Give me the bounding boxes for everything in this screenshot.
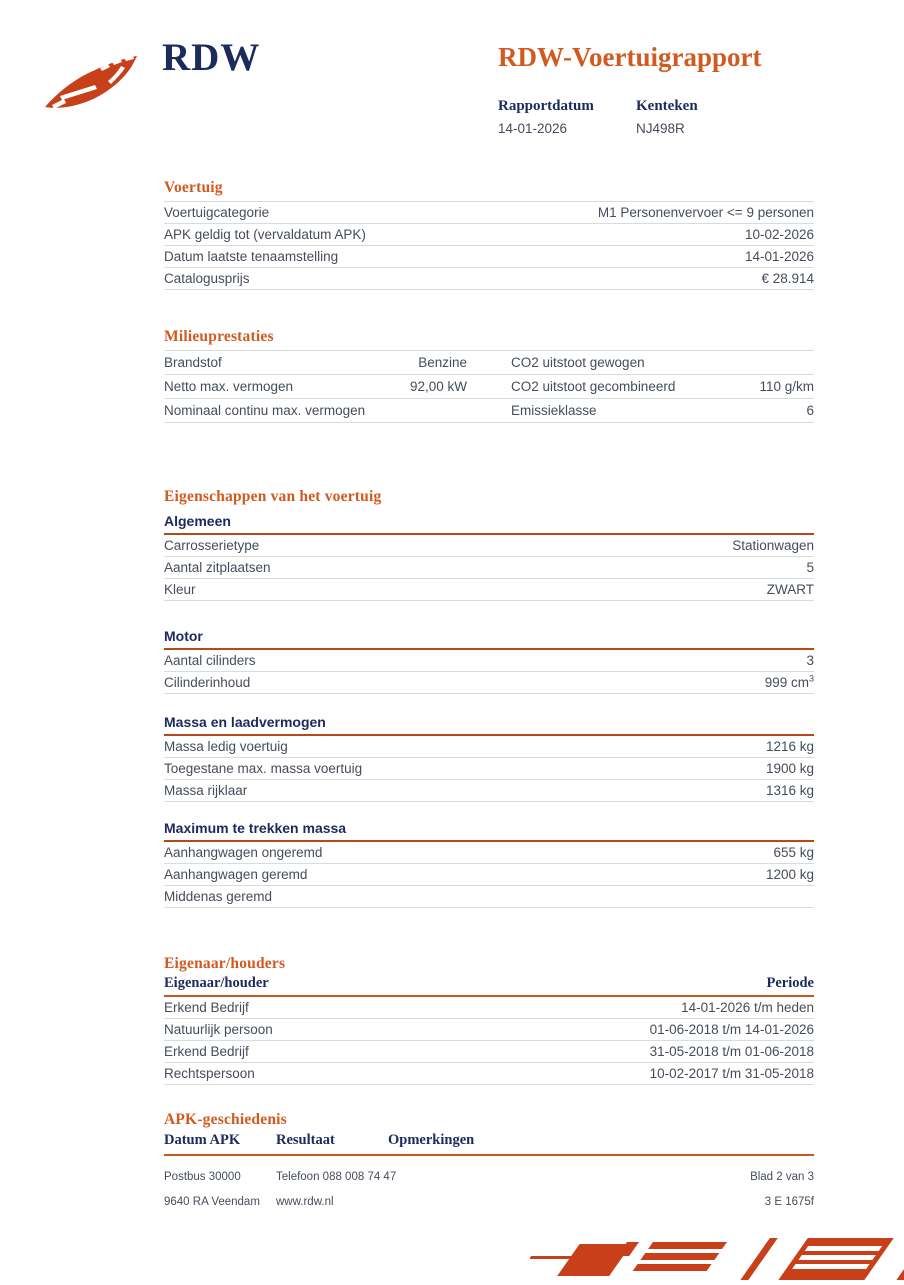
owner-cell: Erkend Bedrijf [164,1000,249,1015]
footer-line-2 [164,1196,814,1208]
section-voertuig [164,180,814,290]
table-row [164,579,814,601]
table-row [164,1019,814,1041]
row-value: M1 Personenvervoer <= 9 personen [597,205,814,220]
eigenaar-table [164,997,814,1085]
owner-cell: Natuurlijk persoon [164,1022,273,1037]
owner-cell: Erkend Bedrijf [164,1044,249,1059]
row-value: 6 [806,403,814,418]
column-header-datum-apk: Datum APK [164,1132,241,1148]
footer-doc-code: 3 E 1675f [764,1196,814,1208]
rdw-wing-logo-icon [38,48,148,118]
subsection-title: Algemeen [164,513,814,535]
table-row [164,780,814,802]
table-row [164,758,814,780]
table-row [164,399,814,423]
rdw-wordmark: RDW [162,36,261,79]
section-eigenaar-houders [164,956,814,1085]
row-label: Nominaal continu max. vermogen [164,403,366,418]
row-value: 1216 kg [765,739,814,754]
table-row [164,202,814,224]
table-row [164,351,814,375]
period-cell: 31-05-2018 t/m 01-06-2018 [649,1044,814,1059]
row-value: 1200 kg [765,867,814,882]
period-cell: 01-06-2018 t/m 14-01-2026 [649,1022,814,1037]
owner-cell: Rechtspersoon [164,1066,255,1081]
row-value: 1316 kg [765,783,814,798]
subsection-title: Motor [164,628,814,650]
rdw-speed-stripes-graphic-icon [530,1232,904,1280]
section-heading-apk: APK-geschiedenis [164,1111,287,1128]
table-row [164,672,814,694]
row-label: Massa rijklaar [164,783,248,798]
row-label: Toegestane max. massa voertuig [164,761,363,776]
footer-phone: Telefoon 088 008 74 47 [276,1171,397,1183]
row-label: Massa ledig voertuig [164,739,288,754]
footer-website: www.rdw.nl [276,1196,334,1208]
row-value: ZWART [766,582,814,597]
row-value: 655 kg [773,845,814,860]
row-label: CO2 uitstoot gecombineerd [511,379,676,394]
row-value: 92,00 kW [409,379,467,394]
row-label: APK geldig tot (vervaldatum APK) [164,227,366,242]
row-label: Aanhangwagen ongeremd [164,845,323,860]
subsection-maximum-trekken [164,820,814,908]
row-value: Benzine [418,355,467,370]
row-label: Aantal cilinders [164,653,256,668]
row-label: Emissieklasse [511,403,597,418]
subsection-motor [164,628,814,694]
table-row [164,842,814,864]
table-row [164,246,814,268]
section-apk-geschiedenis [164,1112,814,1156]
table-row [164,268,814,290]
row-value: 3 [806,653,814,668]
page-title: RDW-Voertuigrapport [498,42,762,72]
column-header-resultaat: Resultaat [276,1132,335,1148]
row-label: Kleur [164,582,196,597]
row-value: 5 [806,560,814,575]
license-plate-block [636,98,698,136]
column-header-owner: Eigenaar/houder [164,975,269,991]
column-header-opmerkingen: Opmerkingen [388,1132,475,1148]
algemeen-table [164,535,814,601]
row-label: Aantal zitplaatsen [164,560,271,575]
table-row [164,736,814,758]
period-cell: 14-01-2026 t/m heden [681,1000,814,1015]
apk-table-header [164,1132,814,1156]
section-milieuprestaties [164,329,814,423]
subsection-title: Massa en laadvermogen [164,714,814,736]
subsection-massa [164,714,814,802]
row-label: Netto max. vermogen [164,379,294,394]
superscript: 3 [808,673,814,684]
table-row [164,886,814,908]
table-row [164,650,814,672]
footer-address-line1: Postbus 30000 [164,1171,241,1183]
report-meta [498,98,698,136]
section-heading-eigenschappen: Eigenschappen van het voertuig [164,488,382,505]
period-cell: 10-02-2017 t/m 31-05-2018 [649,1066,814,1081]
motor-table [164,650,814,694]
row-value: 110 g/km [759,379,814,394]
row-label: Carrosserietype [164,538,260,553]
eigenaar-table-header [164,975,814,997]
table-row [164,535,814,557]
row-label: Brandstof [164,355,222,370]
milieu-table [164,350,814,423]
subsection-algemeen [164,513,814,601]
row-label: Cilinderinhoud [164,675,251,690]
section-heading-eigenaar: Eigenaar/houders [164,955,286,972]
table-row [164,864,814,886]
maximum-table [164,842,814,908]
section-heading-voertuig: Voertuig [164,179,223,196]
table-row [164,997,814,1019]
row-value: 14-01-2026 [744,249,814,264]
table-row [164,224,814,246]
table-row [164,1063,814,1085]
report-date-block [498,98,636,136]
license-plate-label: Kenteken [636,98,698,114]
row-value: 10-02-2026 [744,227,814,242]
report-date-label: Rapportdatum [498,98,594,114]
massa-table [164,736,814,802]
footer-page-number: Blad 2 van 3 [750,1171,814,1183]
table-row [164,557,814,579]
row-value: Stationwagen [732,538,814,553]
row-label: Voertuigcategorie [164,205,270,220]
license-plate-value: NJ498R [636,121,685,136]
row-label: Aanhangwagen geremd [164,867,308,882]
table-row [164,1041,814,1063]
column-header-period: Periode [766,975,814,991]
row-value: 1900 kg [765,761,814,776]
row-value: € 28.914 [761,271,814,286]
row-label: Datum laatste tenaamstelling [164,249,339,264]
voertuig-table [164,201,814,290]
row-label: Catalogusprijs [164,271,250,286]
row-label: CO2 uitstoot gewogen [511,355,645,370]
footer-line-1 [164,1171,814,1183]
report-date-value: 14-01-2026 [498,121,568,136]
table-row [164,375,814,399]
row-label: Middenas geremd [164,889,273,904]
row-value: 999 $cm^3$ [764,673,814,690]
subsection-title: Maximum te trekken massa [164,820,814,842]
section-heading-milieuprestaties: Milieuprestaties [164,328,274,345]
footer-address-line2: 9640 RA Veendam [164,1196,260,1208]
